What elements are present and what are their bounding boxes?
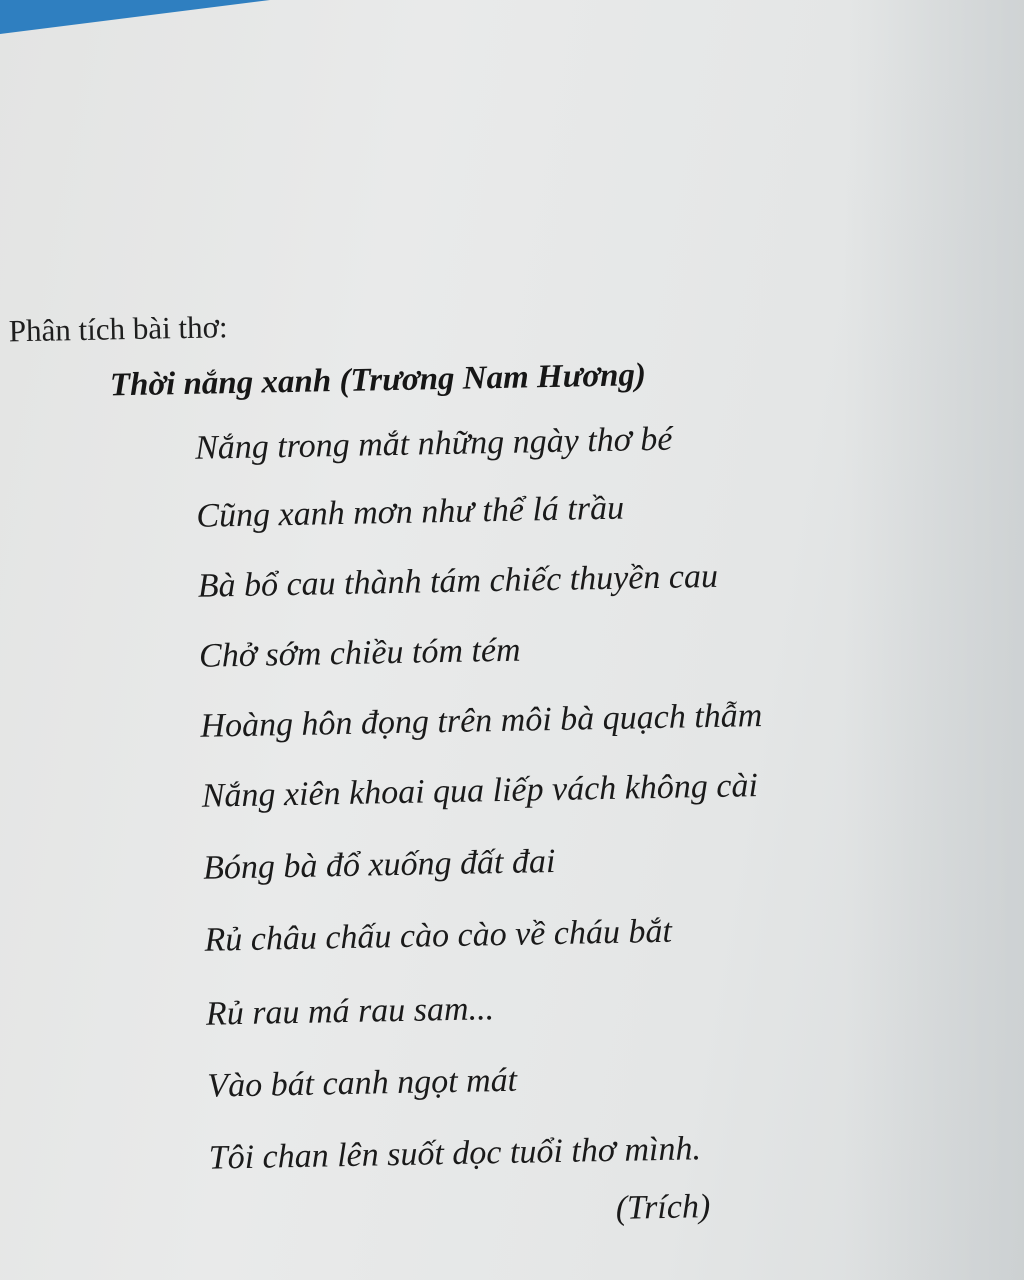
poem-line: Cũng xanh mơn như thể lá trầu — [196, 489, 625, 535]
poem-line: Hoàng hôn đọng trên môi bà quạch thẫm — [200, 696, 763, 745]
excerpt-note: (Trích) — [615, 1188, 711, 1227]
poem-line: Chở sớm chiều tóm tém — [198, 631, 521, 675]
poem-line: Vào bát canh ngọt mát — [207, 1061, 518, 1105]
assignment-heading: Phân tích bài thơ: — [8, 309, 228, 349]
poem-line: Rủ châu chấu cào cào về cháu bắt — [204, 912, 673, 959]
poem-line: Nắng trong mắt những ngày thơ bé — [194, 420, 673, 467]
poem-title: Thời nắng xanh (Trương Nam Hương) — [109, 357, 647, 404]
poem-line: Bà bổ cau thành tám chiếc thuyền cau — [197, 557, 719, 605]
poem-line: Rủ rau má rau sam... — [205, 990, 495, 1033]
poem-line: Nắng xiên khoai qua liếp vách không cài — [201, 767, 759, 815]
poem-line: Bóng bà đổ xuống đất đai — [202, 842, 556, 887]
poem-line: Tôi chan lên suốt dọc tuổi thơ mình. — [208, 1130, 702, 1177]
